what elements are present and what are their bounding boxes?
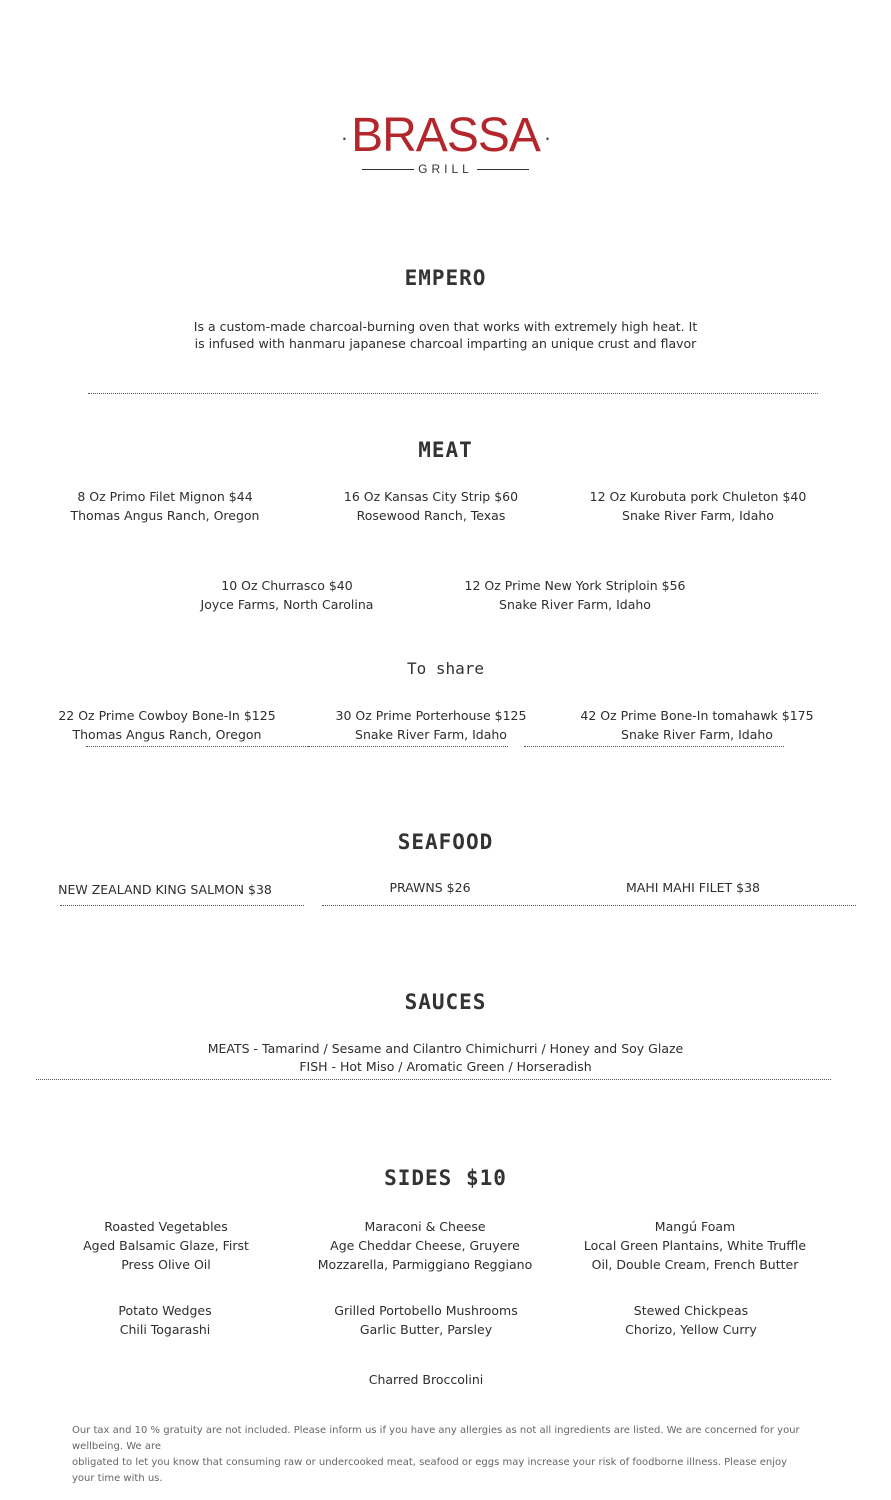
sides-heading: SIDES $10 [384,1166,507,1190]
empero-description [0,318,891,352]
seafood-item [20,880,310,899]
sauces-heading: SAUCES [404,990,487,1014]
brand-tagline-row [0,162,891,176]
side-item-detail: Press Olive Oil [121,1257,211,1272]
seafood-item-name: MAHI MAHI FILET $38 [626,880,760,895]
meat-item-source: Snake River Farm, Idaho [622,508,774,523]
meat-item-name: 8 Oz Primo Filet Mignon $44 [77,489,253,504]
meat-item-source: Joyce Farms, North Carolina [200,597,374,612]
tagline-rule-left [362,169,414,170]
divider-dotted [88,393,818,394]
brand-name: BRASSA [351,109,540,162]
side-item-detail: Age Cheddar Cheese, Gruyere [330,1238,520,1253]
share-item-name: 42 Oz Prime Bone-In tomahawk $175 [580,708,814,723]
divider-dotted [322,905,856,906]
empero-heading: EMPERO [404,266,487,290]
side-item [546,1301,836,1339]
side-item [281,1301,571,1339]
side-item [21,1217,311,1274]
logo-dot-right: · [543,125,551,151]
footer-line-2: obligated to let you know that consuming raw or undercooked meat, seafood or eggs may increase your risk of foodborne illness. Please enjoy your time with us. [72,1457,788,1484]
share-item [22,706,312,744]
meat-heading: MEAT [418,438,473,462]
meat-item-source: Snake River Farm, Idaho [499,597,651,612]
share-item-name: 30 Oz Prime Porterhouse $125 [335,708,527,723]
share-item-source: Snake River Farm, Idaho [355,727,507,742]
seafood-heading: SEAFOOD [397,830,494,854]
sauces-fish: FISH - Hot Miso / Aromatic Green / Horseradish [299,1059,592,1074]
empero-line-2: is infused with hanmaru japanese charcoal imparting an unique crust and flavor [194,336,697,351]
meat-item [430,576,720,614]
meat-item-name: 10 Oz Churrasco $40 [221,578,353,593]
meat-item [286,487,576,525]
side-item-name: Stewed Chickpeas [633,1303,749,1318]
share-item [286,706,576,744]
side-item-name: Mangú Foam [654,1219,736,1234]
sauces-meats: MEATS - Tamarind / Sesame and Cilantro Chimichurri / Honey and Soy Glaze [207,1041,684,1056]
side-item-detail: Local Green Plantains, White Truffle [583,1238,807,1253]
divider-dotted [524,746,784,747]
side-item-detail: Oil, Double Cream, French Butter [591,1257,799,1272]
to-share-label: To share [406,659,485,678]
side-item [280,1217,570,1274]
empero-line-1: Is a custom-made charcoal-burning oven that works with extremely high heat. It [193,319,698,334]
side-item-detail: Chili Togarashi [119,1322,211,1337]
meat-item [553,487,843,525]
logo-dot-left: · [340,125,348,151]
footer-line-1: Our tax and 10 % gratuity are not included. Please inform us if you have any allergies as not all ingredients are listed. We are concerned for your wellbeing. We are [72,1425,800,1452]
footer-disclaimer [72,1423,812,1487]
share-item-source: Snake River Farm, Idaho [621,727,773,742]
tagline-rule-right [477,169,529,170]
meat-item [20,487,310,525]
divider-dotted [60,905,304,906]
share-item-name: 22 Oz Prime Cowboy Bone-In $125 [58,708,276,723]
seafood-item [285,878,575,897]
seafood-item [548,878,838,897]
meat-item-source: Thomas Angus Ranch, Oregon [70,508,260,523]
meat-item-name: 12 Oz Prime New York Striploin $56 [464,578,686,593]
meat-item-name: 12 Oz Kurobuta pork Chuleton $40 [589,489,807,504]
meat-item-source: Rosewood Ranch, Texas [356,508,506,523]
side-item-detail: Garlic Butter, Parsley [359,1322,493,1337]
side-item-detail: Chorizo, Yellow Curry [625,1322,757,1337]
divider-dotted [36,1079,831,1080]
side-item-detail: Aged Balsamic Glaze, First [83,1238,249,1253]
meat-item-name: 16 Oz Kansas City Strip $60 [343,489,519,504]
side-item-detail: Mozzarella, Parmiggiano Reggiano [317,1257,533,1272]
seafood-item-name: NEW ZEALAND KING SALMON $38 [58,882,272,897]
share-item-source: Thomas Angus Ranch, Oregon [72,727,262,742]
divider-dotted [308,746,508,747]
share-item [552,706,842,744]
side-item-name: Grilled Portobello Mushrooms [334,1303,518,1318]
side-item-name: Roasted Vegetables [104,1219,228,1234]
side-item-name: Maraconi & Cheese [364,1219,486,1234]
brand-logo [0,108,891,166]
side-item [20,1301,310,1339]
seafood-item-name: PRAWNS $26 [389,880,471,895]
side-item [281,1370,571,1389]
side-item-name: Charred Broccolini [368,1372,484,1387]
brand-tagline: GRILL [418,162,473,176]
side-item-name: Potato Wedges [118,1303,212,1318]
side-item [550,1217,840,1274]
meat-item [142,576,432,614]
